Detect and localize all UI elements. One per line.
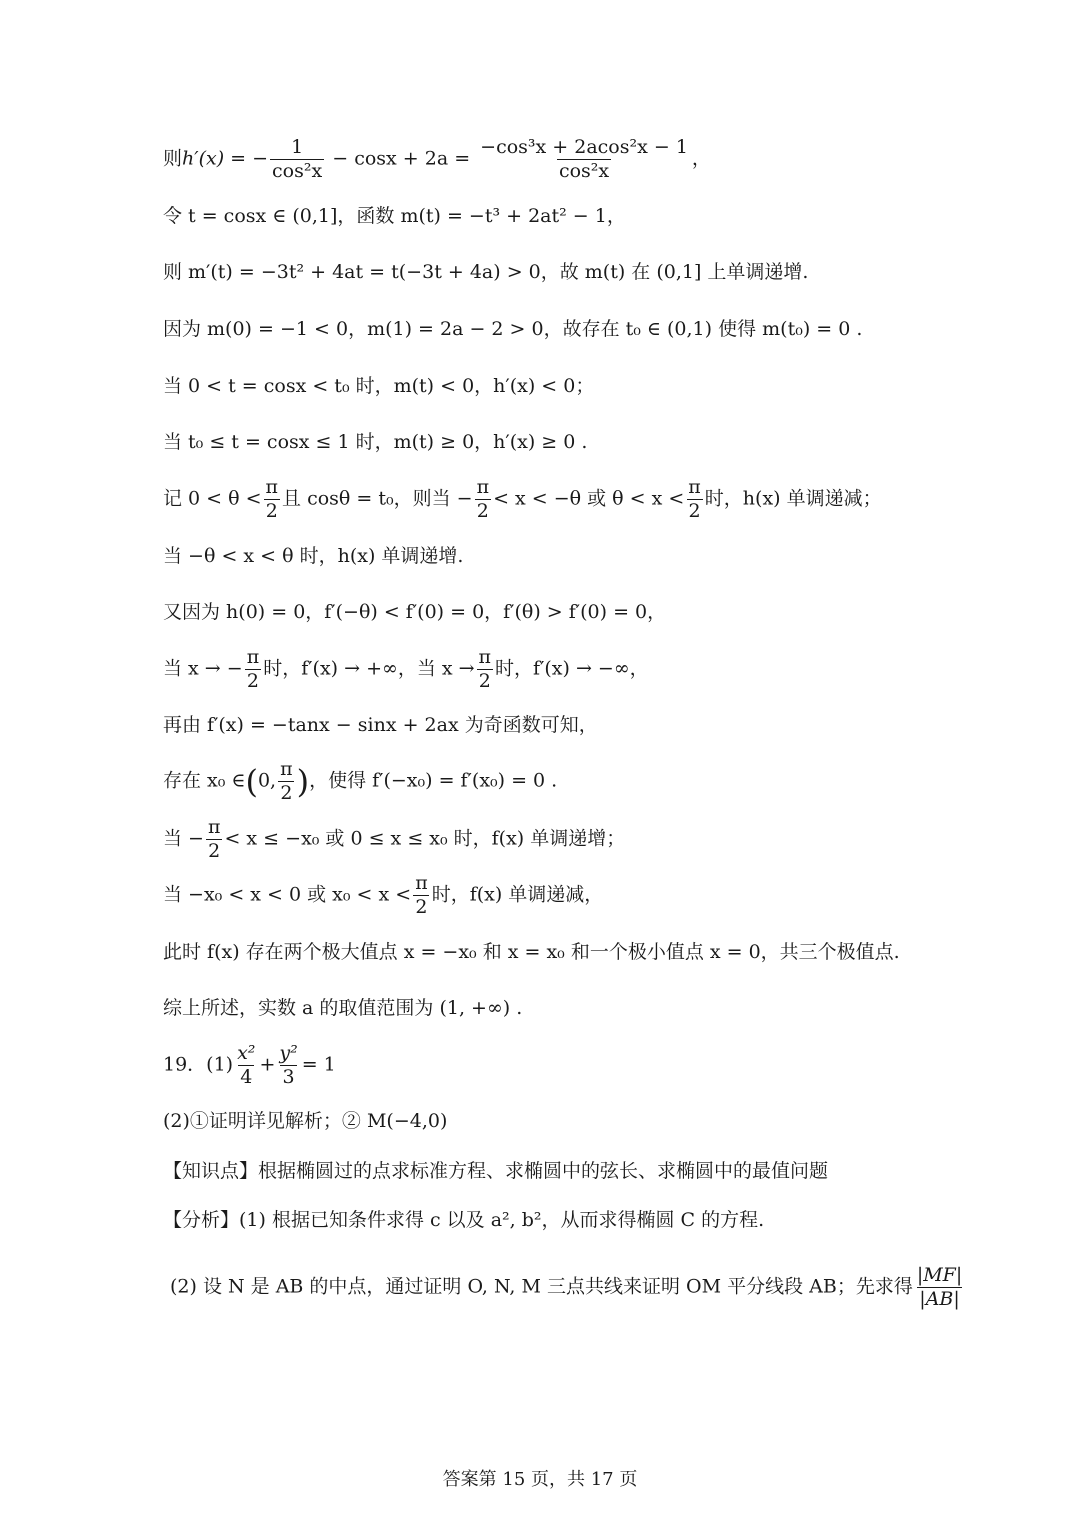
denominator: 2 [688,500,701,522]
numerator: π [246,646,260,668]
numerator: π [207,816,221,838]
line-3: 则 m′(t) = −3t² + 4at = t(−3t + 4a) > 0，故 m(t) 在 (0,1] 上单调递增. [163,261,809,283]
line-15: 此时 f(x) 存在两个极大值点 x = −x₀ 和 x = x₀ 和一个极小值点 x = 0，共三个极值点. [163,941,900,963]
denominator: 2 [208,840,221,862]
text: 则 [163,147,183,170]
text: 当 − [163,827,204,850]
numerator: π [476,476,490,498]
fraction-pi-over-2 [475,478,492,521]
text: 存在 x₀ ∈ [163,769,246,792]
text: 时，f′(x) → +∞，当 x → [263,657,475,680]
line-9: 又因为 h(0) = 0，f′(−θ) < f′(0) = 0，f′(θ) > f′(0) = 0， [163,601,667,623]
plus: + [259,1053,276,1076]
fraction-2 [478,138,690,181]
text: 0, [257,769,277,792]
line-2: 令 t = cosx ∈ (0,1]，函数 m(t) = −t³ + 2at² − 1， [163,205,626,227]
fraction-mf-over-ab [915,1266,964,1309]
fraction-y2-over-3 [277,1044,299,1087]
numerator: x² [237,1042,256,1064]
line-14 [163,874,603,917]
fraction-pi-over-2 [206,818,223,861]
text: 且 cosθ = t₀，则当 − [282,487,473,510]
text: 时，h(x) 单调递减； [704,487,882,510]
numerator: 1 [291,136,304,158]
line-17 [163,1044,336,1087]
line-6: 当 t₀ ≤ t = cosx ≤ 1 时，m(t) ≥ 0，h′(x) ≥ 0 . [163,431,588,453]
line-4: 因为 m(0) = −1 < 0，m(1) = 2a − 2 > 0，故存在 t₀ ∈ (0,1) 使得 m(t₀) = 0 . [163,318,863,340]
numerator: π [265,476,279,498]
text: 时，f′(x) → −∞， [495,657,649,680]
left-paren: ( [245,762,258,801]
math-lhs: h′(x) = − [182,147,269,170]
line-20: 【分析】(1) 根据已知条件求得 c 以及 a², b²，从而求得椭圆 C 的方程. [163,1209,765,1231]
right-paren: ) [296,762,310,801]
fraction-pi-over-2 [413,874,430,917]
line-1 [163,138,711,181]
text: (2) 设 N 是 AB 的中点，通过证明 O, N, M 三点共线来证明 OM 平分线段 AB；先求得 [170,1275,913,1298]
denominator: 4 [240,1066,253,1088]
fraction-1 [270,138,324,181]
line-21 [170,1266,966,1309]
line-18: (2)①证明详见解析；② M(−4,0) [163,1110,448,1132]
fraction-pi-over-2 [278,760,295,803]
numerator: π [415,872,428,894]
line-12 [163,760,557,803]
fraction-pi-over-2 [686,478,703,521]
text: = 1 [301,1053,336,1076]
text: 当 −x₀ < x < 0 或 x₀ < x < [163,883,412,906]
denominator: 2 [415,896,428,918]
text: ，使得 f′(−x₀) = f′(x₀) = 0 . [309,769,558,792]
fraction-pi-over-2 [245,648,262,691]
denominator: 3 [282,1066,295,1088]
text: 当 x → − [163,657,243,680]
denominator: 2 [478,670,491,692]
text: 19．(1) [163,1053,234,1076]
line-7 [163,478,882,521]
numerator: π [688,476,701,498]
denominator: cos²x [272,160,323,182]
denominator: 2 [265,500,278,522]
page-footer: 答案第 15 页，共 17 页 [442,1469,638,1490]
punct: ， [691,147,711,170]
numerator: π [478,646,492,668]
text: < x ≤ −x₀ 或 0 ≤ x ≤ x₀ 时，f(x) 单调递增； [224,827,626,850]
line-8: 当 −θ < x < θ 时，h(x) 单调递增. [163,545,464,567]
text: 时，f(x) 单调递减， [431,883,604,906]
line-19: 【知识点】根据椭圆过的点求标准方程、求椭圆中的弦长、求椭圆中的最值问题 [163,1160,829,1182]
line-10 [163,648,649,691]
denominator: |AB| [919,1288,960,1310]
line-16: 综上所述，实数 a 的取值范围为 (1, +∞) . [163,997,523,1019]
text: 记 0 < θ < [163,487,262,510]
math-mid: − cosx + 2a = [326,147,477,170]
fraction-pi-over-2 [264,478,281,521]
denominator: cos²x [558,160,610,182]
line-13 [163,818,625,861]
numerator: π [280,758,293,780]
text: < x < −θ 或 θ < x < [493,487,685,510]
numerator: −cos³x + 2acos²x − 1 [480,136,688,158]
line-11: 再由 f′(x) = −tanx − sinx + 2ax 为奇函数可知， [163,714,598,736]
line-5: 当 0 < t = cosx < t₀ 时，m(t) < 0，h′(x) < 0； [163,375,595,397]
denominator: 2 [280,782,293,804]
denominator: 2 [476,500,489,522]
denominator: 2 [246,670,259,692]
numerator: y² [279,1042,298,1064]
fraction-pi-over-2 [477,648,494,691]
fraction-x2-over-4 [235,1044,257,1087]
numerator: |MF| [916,1264,963,1286]
